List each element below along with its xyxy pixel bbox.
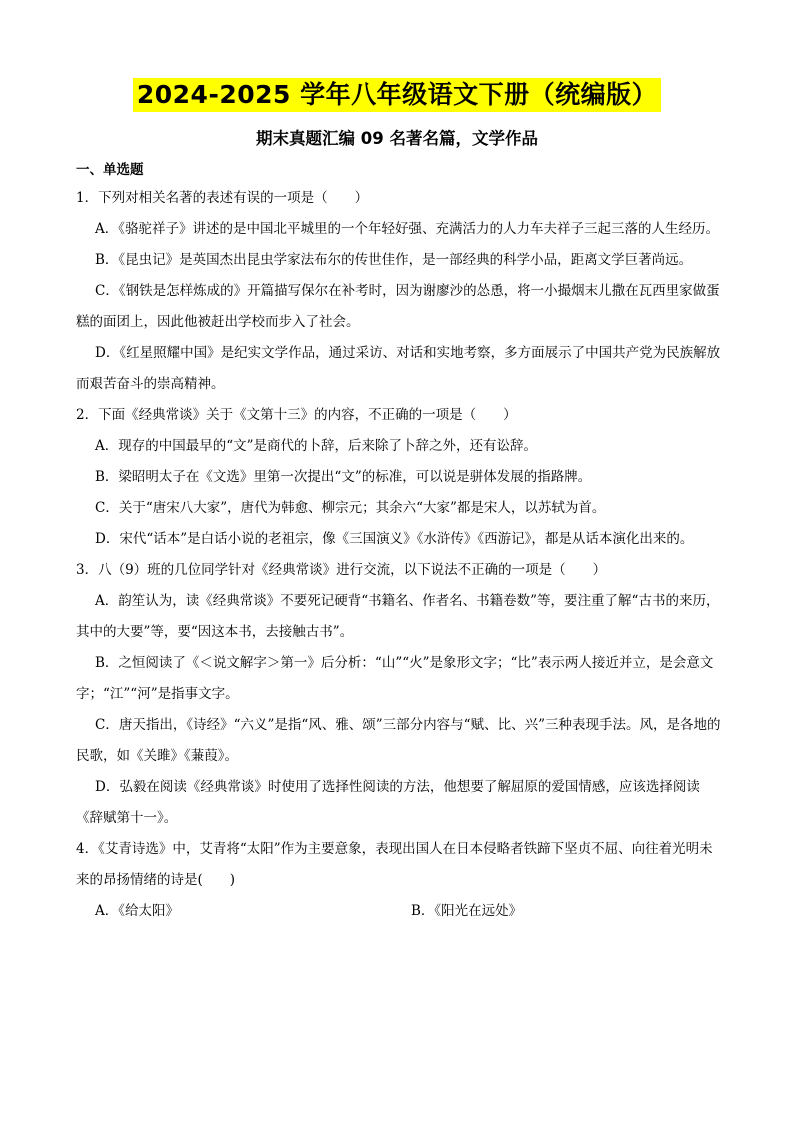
option-d: D．宋代“话本”是白话小说的老祖宗，像《三国演义》《水浒传》《西游记》，都是从话本演化出来的。 bbox=[95, 531, 694, 547]
page-subtitle: 期末真题汇编 09 名著名篇，文学作品 bbox=[256, 129, 538, 148]
option-b: B．《阳光在远处》 bbox=[411, 903, 523, 919]
question-stem: 2．下面《经典常谈》关于《文第十三》的内容，不正确的一项是（ ） bbox=[76, 407, 517, 423]
option-a: A．《给太阳》 bbox=[95, 903, 179, 919]
option-c: C．关于“唐宋八大家”，唐代为韩愈、柳宗元；其余六“大家”都是宋人，以苏轼为首。 bbox=[95, 500, 606, 516]
option-c: C．唐天指出，《诗经》“六义”是指“风、雅、颂”三部分内容与“赋、比、兴”三种表现手法。风，是各地的民歌，如《关雎》《蒹葭》。 bbox=[76, 717, 721, 764]
question-3 bbox=[76, 555, 726, 834]
option-d: D．弘毅在阅读《经典常谈》时使用了选择性阅读的方法，他想要了解屈原的爱国情感，应该选择阅读《辞赋第十一》。 bbox=[76, 779, 700, 826]
option-b: B．梁昭明太子在《文选》里第一次提出“文”的标准，可以说是骈体发展的指路牌。 bbox=[95, 469, 592, 485]
option-d: D．《红星照耀中国》是纪实文学作品，通过采访、对话和实地考察，多方面展示了中国共产党为民族解放而艰苦奋斗的崇高精神。 bbox=[76, 345, 721, 392]
question-stem: 1．下列对相关名著的表述有误的一项是（ ） bbox=[76, 190, 369, 206]
page-title: 2024-2025 学年八年级语文下册（统编版） bbox=[133, 78, 661, 112]
option-a: A．现存的中国最早的“文”是商代的卜辞，后来除了卜辞之外，还有讼辞。 bbox=[95, 438, 538, 454]
question-4 bbox=[76, 834, 726, 927]
question-1 bbox=[76, 183, 726, 400]
question-2 bbox=[76, 400, 726, 555]
option-row bbox=[76, 896, 726, 927]
option-b: B．之恒阅读了《＜说文解字＞第一》后分析：“山”“火”是象形文字；“比”表示两人接近并立，是会意文字；“江”“河”是指事文字。 bbox=[76, 655, 714, 702]
option-b: B．《昆虫记》是英国杰出昆虫学家法布尔的传世佳作，是一部经典的科学小品，距离文学巨著尚远。 bbox=[95, 252, 693, 268]
question-stem: 4．《艾青诗选》中，艾青将“太阳”作为主要意象，表现出国人在日本侵略者铁蹄下坚贞不屈、向往着光明未来的昂扬情绪的诗是( ) bbox=[76, 841, 713, 888]
question-list bbox=[76, 183, 726, 927]
question-stem: 3．八（9）班的几位同学针对《经典常谈》进行交流，以下说法不正确的一项是（ ） bbox=[76, 562, 607, 578]
title-block bbox=[0, 78, 794, 112]
section-heading: 一、单选题 bbox=[76, 162, 144, 178]
option-a: A．《骆驼祥子》讲述的是中国北平城里的一个年轻好强、充满活力的人力车夫祥子三起三落的人生经历。 bbox=[95, 221, 719, 237]
option-c: C．《钢铁是怎样炼成的》开篇描写保尔在补考时，因为谢廖沙的怂恿，将一小撮烟末儿撒在瓦西里家做蛋糕的面团上，因此他被赶出学校而步入了社会。 bbox=[76, 283, 720, 330]
option-a: A．韵笙认为，读《经典常谈》不要死记硬背“书籍名、作者名、书籍卷数”等，要注重了解“古书的来历，其中的大要”等，要“因这本书，去接触古书”。 bbox=[76, 593, 720, 640]
